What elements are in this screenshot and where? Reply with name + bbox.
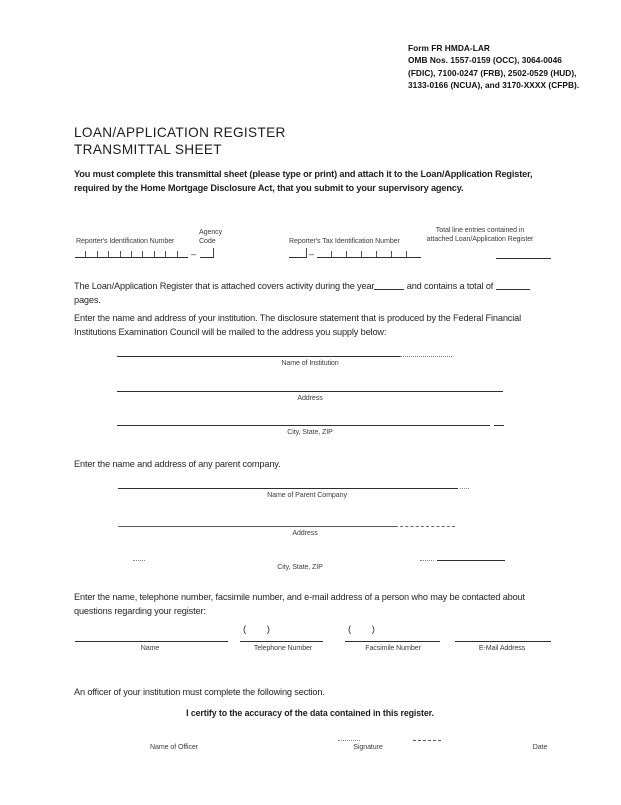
parent-address-label: Address — [292, 529, 318, 537]
contact-email-field — [455, 633, 551, 642]
reporter-id-field — [75, 248, 188, 258]
form-id-line: (FDIC), 7100-0247 (FRB), 2502-0529 (HUD), — [408, 67, 577, 78]
total-entries-label-line1: Total line entries contained in — [435, 226, 525, 234]
facsimile-parens: ( ) — [348, 624, 375, 635]
parent-city-field — [437, 552, 505, 561]
scan-artifact — [413, 734, 441, 741]
activity-text-3: pages. — [74, 295, 101, 306]
parent-city-label: City, State, ZIP — [277, 563, 323, 571]
reporter-id-dash: – — [191, 249, 197, 259]
total-pages-blank — [496, 281, 530, 290]
form-id-block — [408, 42, 579, 92]
telephone-parens: ( ) — [243, 624, 270, 635]
tax-id-label: Reporter's Tax Identification Number — [289, 237, 400, 245]
institution-name-field — [117, 348, 400, 357]
form-id-line: Form FR HMDA-LAR — [408, 43, 490, 53]
agency-code-label-line1: Agency — [199, 228, 223, 236]
officer-name-label: Name of Officer — [149, 743, 199, 751]
scan-artifact — [460, 482, 469, 489]
contact-instruction: Enter the name, telephone number, facsimile number, and e-mail address of a person who may be contacted about questions regarding your register: — [74, 592, 525, 617]
form-id-line: OMB Nos. 1557-0159 (OCC), 3064-0046 — [408, 55, 562, 66]
institution-name-label: Name of Institution — [281, 359, 339, 367]
parent-address-field-faded — [395, 518, 455, 527]
parent-name-label: Name of Parent Company — [267, 491, 347, 499]
institution-city-label: City, State, ZIP — [287, 428, 333, 436]
form-id-line: 3133-0166 (NCUA), and 3170-XXXX (CFPB). — [408, 80, 580, 91]
institution-city-field — [117, 417, 490, 426]
tax-id-field — [317, 248, 421, 258]
page-title — [74, 125, 286, 158]
activity-text-2: and contains a total of — [406, 281, 494, 291]
activity-statement — [74, 279, 530, 308]
total-entries-label-line2: attached Loan/Application Register — [426, 234, 534, 243]
institution-address-label: Address — [297, 394, 323, 402]
agency-code-label — [199, 228, 222, 246]
institution-address-field — [117, 383, 503, 392]
date-label: Date — [532, 743, 548, 751]
title-line-1: LOAN/APPLICATION REGISTER — [74, 125, 286, 140]
parent-name-field — [118, 480, 458, 489]
scan-artifact — [400, 348, 452, 357]
parent-instruction: Enter the name and address of any parent company. — [74, 459, 281, 469]
contact-name-label: Name — [140, 644, 160, 652]
scan-artifact — [420, 554, 434, 561]
tax-id-dash: – — [309, 249, 315, 259]
scan-artifact — [133, 554, 145, 561]
scan-artifact — [494, 417, 504, 426]
agency-code-field — [200, 248, 214, 258]
contact-telephone-label: Telephone Number — [253, 644, 313, 652]
agency-code-label-line2: Code — [199, 236, 216, 245]
year-blank — [374, 281, 404, 290]
scan-artifact — [338, 734, 360, 741]
total-entries-label — [405, 226, 555, 244]
contact-telephone-field — [240, 633, 323, 642]
contact-facsimile-field — [345, 633, 440, 642]
reporter-id-label: Reporter's Identification Number — [76, 237, 175, 245]
contact-email-label: E-Mail Address — [478, 644, 526, 652]
certification-statement: I certify to the accuracy of the data contained in this register. — [186, 708, 434, 718]
certification-instruction: An officer of your institution must complete the following section. — [74, 687, 325, 697]
contact-name-field — [75, 633, 228, 642]
activity-text-1: The Loan/Application Register that is attached covers activity during the year — [74, 281, 375, 291]
total-entries-field — [496, 250, 551, 259]
title-line-2: TRANSMITTAL SHEET — [74, 141, 222, 157]
signature-label: Signature — [353, 743, 383, 751]
tax-id-prefix-field — [289, 248, 307, 258]
contact-facsimile-label: Facsimile Number — [365, 644, 421, 652]
institution-instruction: Enter the name and address of your institution. The disclosure statement that is produced by the Federal Financial Institutions Examination Council will be mailed to the address you supply below: — [74, 313, 521, 338]
parent-address-field — [118, 518, 395, 527]
intro-paragraph: You must complete this transmittal sheet (please type or print) and attach it to the Loan/Application Register, required by the Home Mortgage Disclosure Act, that you submit to your supervisory agency. — [74, 169, 533, 194]
